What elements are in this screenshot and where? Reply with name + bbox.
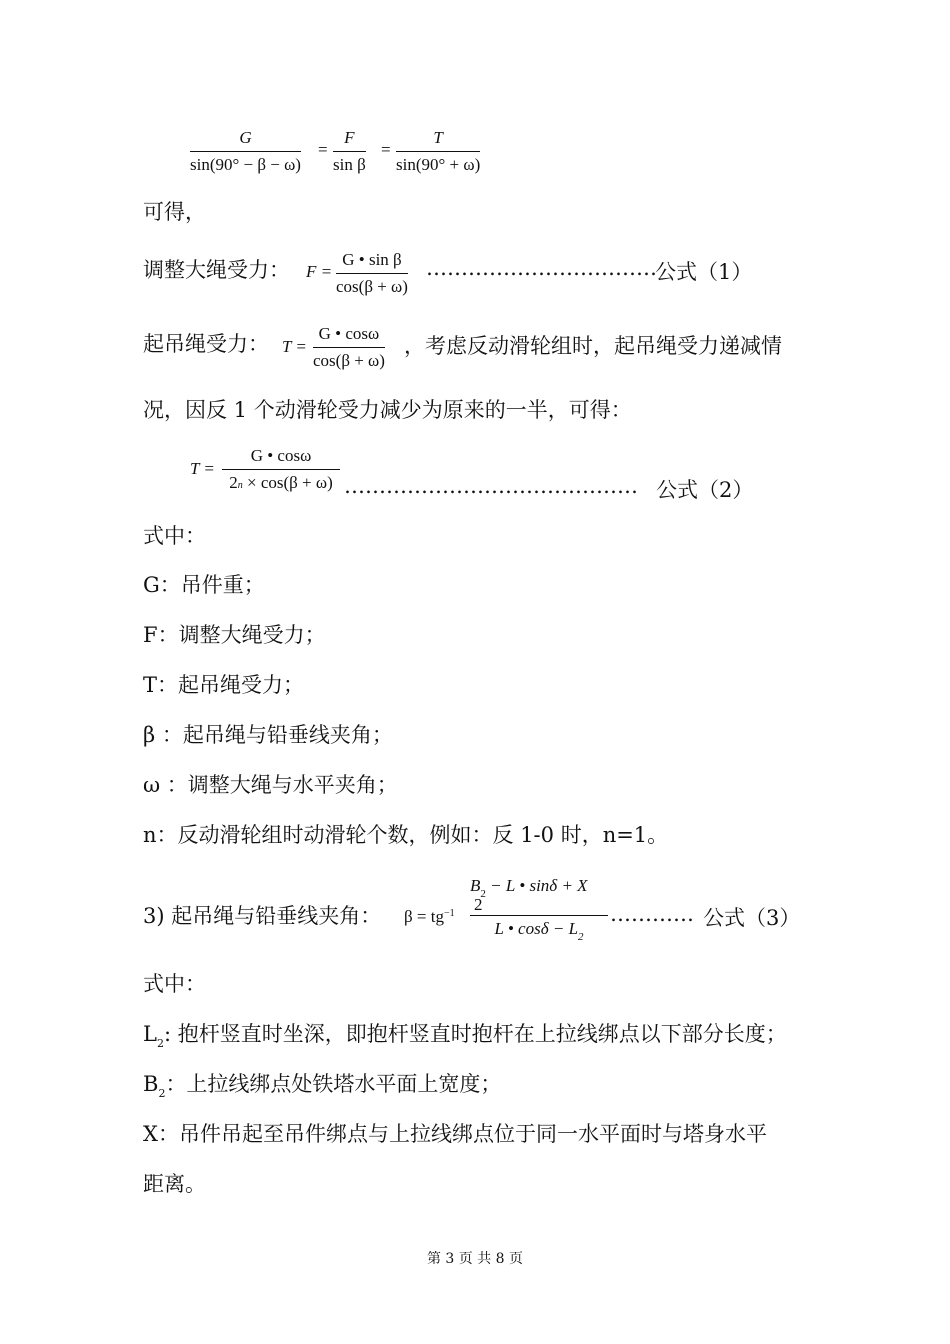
def-x-cont: 距离。 [143, 1172, 206, 1196]
numerator: G • sin β [342, 250, 402, 269]
denominator: sin(90° − β − ω) [190, 155, 301, 174]
numerator: F [344, 128, 355, 147]
shizhong-2: 式中： [143, 972, 206, 996]
formula-t-continuation: ，考虑反动滑轮组时，起吊绳受力递减情 [404, 334, 782, 358]
formula-1-tag: 公式（1） [655, 260, 753, 284]
leader-dots: …………………………………… [344, 474, 638, 498]
page-footer: 第 3 页 共 8 页 [426, 1251, 524, 1267]
def-n: n：反动滑轮组时动滑轮个数，例如：反 1-0 时，n=1。 [143, 823, 669, 847]
fraction-t [396, 128, 480, 175]
def-b2: $B_2$：上拉线绑点处铁塔水平面上宽度； [143, 1072, 502, 1100]
def-f: F：调整大绳受力； [143, 623, 326, 647]
formula-t-label: 起吊绳受力： [143, 332, 269, 356]
def-t: T：起吊绳受力； [143, 673, 305, 697]
denominator: sin(90° + ω) [396, 155, 481, 174]
numerator: G • cosω [318, 324, 380, 343]
def-omega: ω ：调整大绳与水平夹角； [143, 773, 398, 797]
fraction-g [190, 128, 301, 175]
formula-3-tag: 公式（3） [703, 906, 801, 930]
formula-1-fraction [336, 250, 408, 297]
text-kede: 可得， [143, 200, 206, 224]
shizhong-1: 式中： [143, 524, 206, 548]
formula-2-fraction [222, 446, 340, 496]
text-kuang: 况，因反 1 个动滑轮受力减少为原来的一半，可得： [143, 398, 632, 422]
fraction-f [333, 128, 366, 175]
formula-2-lhs: T = [190, 459, 215, 478]
formula-3-label: 3) 起吊绳与铅垂线夹角： [143, 904, 382, 928]
def-l2: $L_2$: 抱杆竖直时坐深，即抱杆竖直时抱杆在上拉线绑点以下部分长度； [143, 1022, 787, 1050]
numerator: G [239, 128, 252, 147]
denominator: cos(β + ω) [336, 277, 408, 296]
formula-3-lhs: $\beta = tg^{-1}$ [404, 907, 455, 926]
denominator: 2n × cos(β + ω) [229, 473, 333, 492]
denominator: L • $\cos\delta - L_2$ [494, 919, 584, 943]
def-x: X：吊件吊起至吊件绑点与上拉线绑点位于同一水平面时与塔身水平 [143, 1122, 767, 1146]
formula-t-fraction [313, 324, 385, 371]
formula-3-fraction [470, 876, 608, 941]
equals-sign: = [381, 140, 391, 159]
def-g: G：吊件重； [143, 573, 265, 597]
numerator: G • cosω [250, 446, 312, 465]
formula-t-lhs: T = [282, 337, 307, 356]
formula-1-label: 调整大绳受力： [143, 258, 290, 282]
leader-dots: ………… [610, 902, 694, 926]
def-beta: β ：起吊绳与铅垂线夹角； [143, 723, 393, 747]
numerator-divisor: 2 [474, 895, 483, 914]
formula-2-tag: 公式（2） [656, 478, 754, 502]
leader-dots: …………………………… [426, 256, 657, 280]
denominator: cos(β + ω) [313, 351, 385, 370]
denominator: sin β [333, 155, 366, 174]
numerator: $B_2 - L$ • sinδ + X [470, 876, 588, 900]
equals-sign: = [318, 140, 328, 159]
formula-1-lhs: F = [306, 262, 333, 281]
numerator: T [433, 128, 443, 147]
